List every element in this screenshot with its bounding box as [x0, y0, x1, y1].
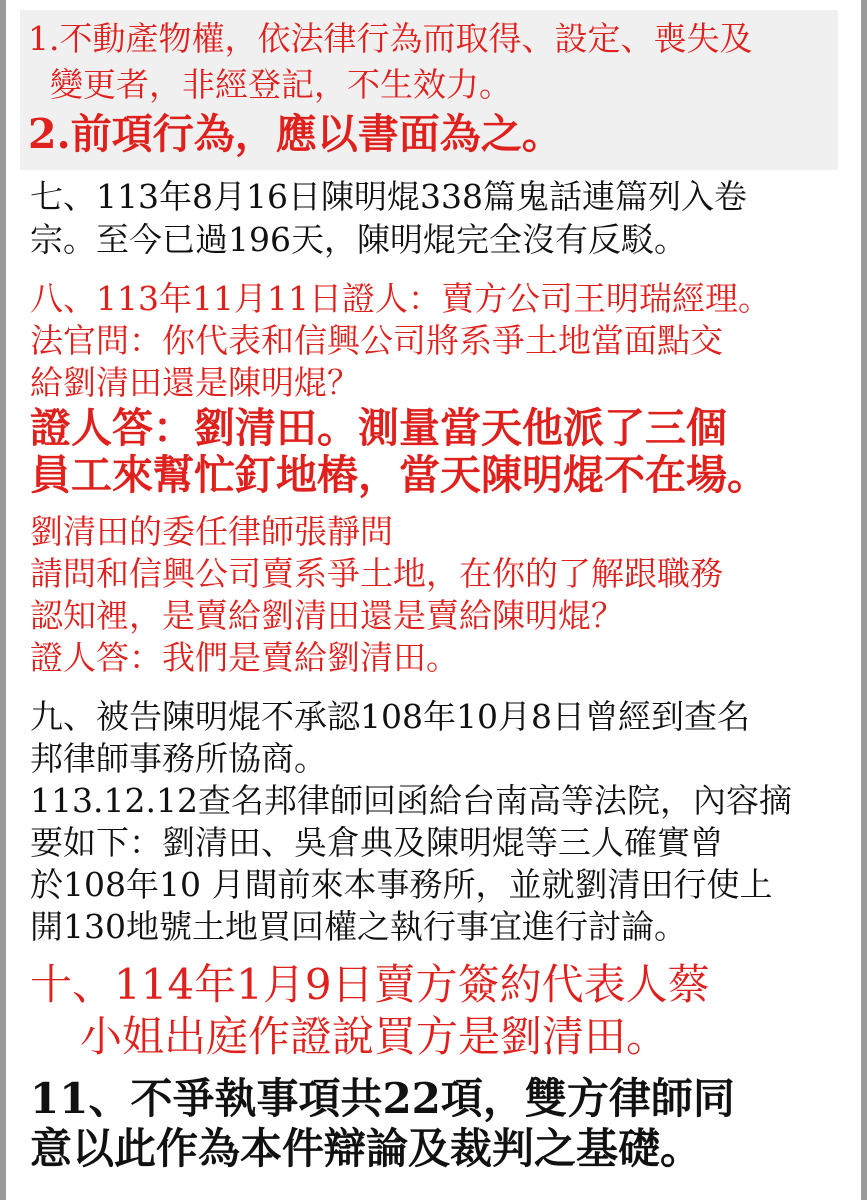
section-10-line-2: 小姐出庭作證說買方是劉清田。 [80, 1012, 669, 1061]
section-11-line-2: 意以此作為本件辯論及裁判之基礎。 [30, 1124, 703, 1173]
section-8-line-5: 員工來幫忙釘地樁，當天陳明焜不在場。 [30, 451, 768, 499]
section-9-line-2: 邦律師事務所協商。 [30, 739, 327, 778]
section-9-line-1: 九、被告陳明焜不承認108年10月8日曾經到查名 [30, 697, 750, 736]
section-10-line-1: 十、114年1月9日賣方簽約代表人蔡 [30, 960, 710, 1009]
section-8-line-3: 給劉清田還是陳明焜？ [30, 363, 360, 402]
section-8-line-6: 劉清田的委任律師張靜問 [30, 512, 393, 551]
section-8-line-7: 請問和信興公司賣系爭土地，在你的了解跟職務 [30, 554, 723, 593]
section-7-line-1: 七、113年8月16日陳明焜338篇鬼話連篇列入卷 [30, 177, 747, 216]
section-9-line-4: 要如下：劉清田、吳倉典及陳明焜等三人確實曾 [30, 823, 723, 862]
law-line-1: 1.不動產物權，依法律行為而取得、設定、喪失及 [28, 19, 753, 58]
section-9-line-5: 於108年10 月間前來本事務所，並就劉清田行使上 [30, 865, 773, 904]
section-8-line-8: 認知裡，是賣給劉清田還是賣給陳明焜？ [30, 596, 624, 635]
section-8-line-1: 八、113年11月11日證人：賣方公司王明瑞經理。 [30, 279, 771, 318]
law-line-3: 2.前項行為，應以書面為之。 [28, 110, 563, 158]
section-7-line-2: 宗。至今已過196天，陳明焜完全沒有反駁。 [30, 220, 687, 259]
section-8-line-9: 證人答：我們是賣給劉清田。 [30, 638, 459, 677]
section-9-line-3: 113.12.12查名邦律師回函給台南高等法院，內容摘 [30, 781, 792, 820]
section-9-line-6: 開130地號土地買回權之執行事宜進行討論。 [30, 907, 687, 946]
section-8-line-4: 證人答：劉清田。測量當天他派了三個 [30, 404, 727, 452]
law-line-2: 變更者，非經登記，不生效力。 [50, 65, 512, 104]
section-11-line-1: 11、不爭執事項共22項，雙方律師同 [30, 1074, 735, 1123]
section-8-line-2: 法官問：你代表和信興公司將系爭土地當面點交 [30, 321, 723, 360]
